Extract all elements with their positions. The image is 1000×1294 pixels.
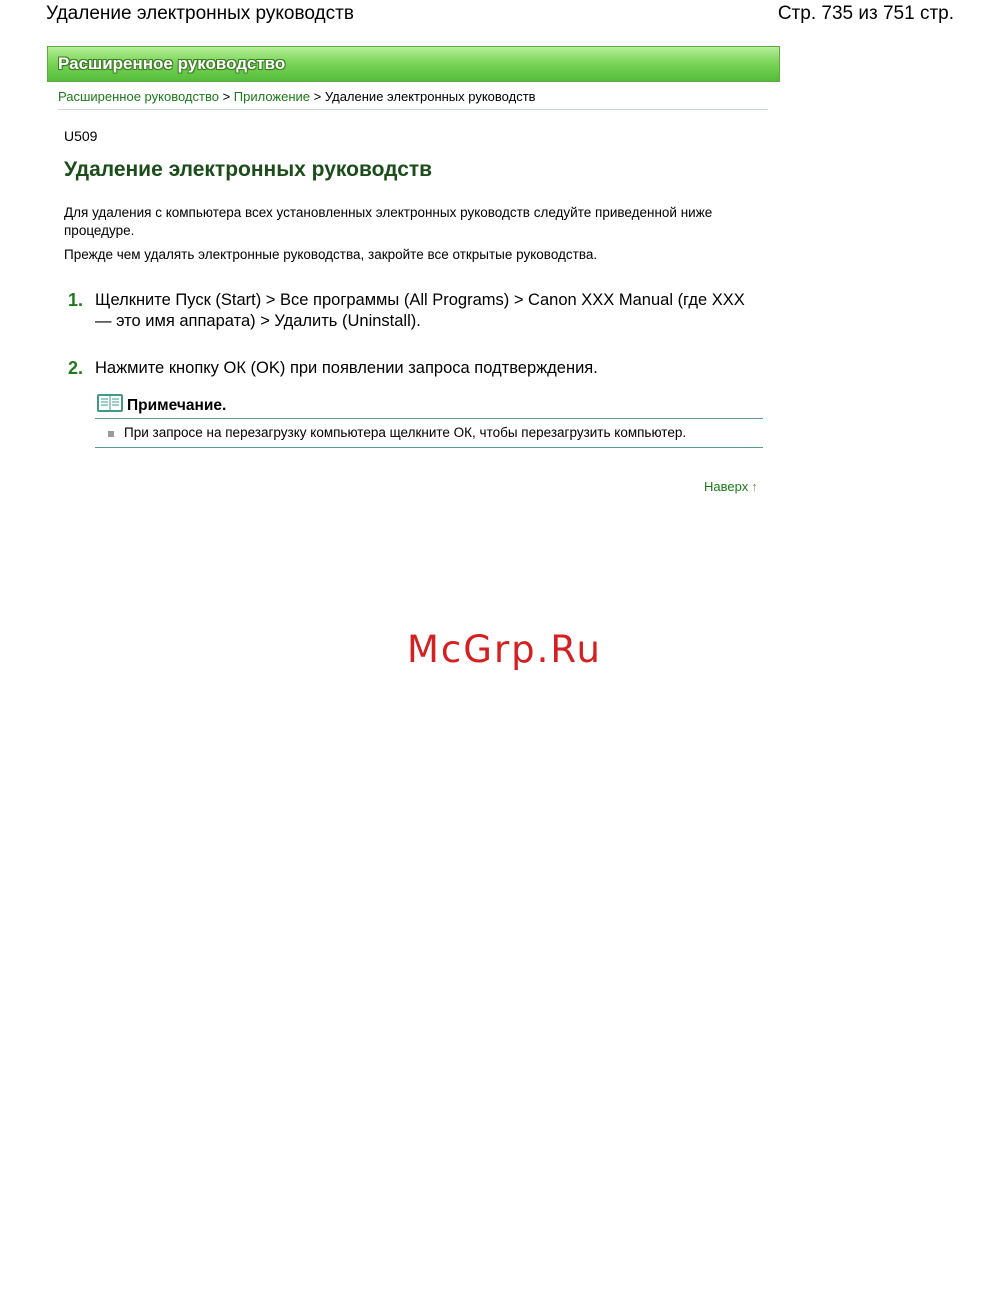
page-title: Удаление электронных руководств	[64, 158, 433, 181]
note-item	[95, 419, 763, 448]
note-text: При запросе на перезагрузку компьютера щелкните ОК, чтобы перезагрузить компьютер.	[124, 425, 687, 440]
back-to-top-label: Наверх	[704, 479, 749, 494]
step-number: 2.	[68, 358, 84, 378]
breadcrumb-link-advanced-guide[interactable]: Расширенное руководство	[58, 89, 219, 104]
back-to-top-link[interactable]	[704, 479, 758, 494]
section-banner	[47, 46, 780, 82]
bullet-icon	[108, 431, 114, 437]
document-title: Удаление электронных руководств	[46, 3, 354, 24]
breadcrumb	[58, 88, 768, 110]
note-header	[95, 392, 763, 419]
breadcrumb-separator: >	[222, 89, 231, 104]
arrow-up-icon: ↑	[751, 479, 758, 494]
intro-paragraph: Для удаления с компьютера всех установленных электронных руководств следуйте приведенной ниже процедуре.	[64, 205, 713, 238]
note-box	[95, 392, 763, 448]
step-text: Нажмите кнопку ОК (OK) при появлении запроса подтверждения.	[95, 359, 598, 377]
note-title: Примечание.	[127, 397, 227, 414]
watermark: McGrp.Ru	[407, 628, 602, 671]
breadcrumb-link-appendix[interactable]: Приложение	[233, 89, 311, 104]
book-icon	[96, 392, 124, 414]
banner-title: Расширенное руководство	[58, 54, 286, 73]
page-code: U509	[64, 128, 98, 144]
step-number: 1.	[68, 290, 84, 310]
page-number: Стр. 735 из 751 стр.	[777, 3, 954, 24]
warning-paragraph: Прежде чем удалять электронные руководства, закройте все открытые руководства.	[64, 247, 598, 262]
step-text: Щелкните Пуск (Start) > Все программы (All Programs) > Canon XXX Manual (где XXX — это имя аппарата) > Удалить (Uninstall).	[95, 291, 745, 330]
page-header	[46, 2, 954, 26]
breadcrumb-separator: >	[313, 89, 322, 104]
breadcrumb-current: Удаление электронных руководств	[324, 89, 536, 104]
